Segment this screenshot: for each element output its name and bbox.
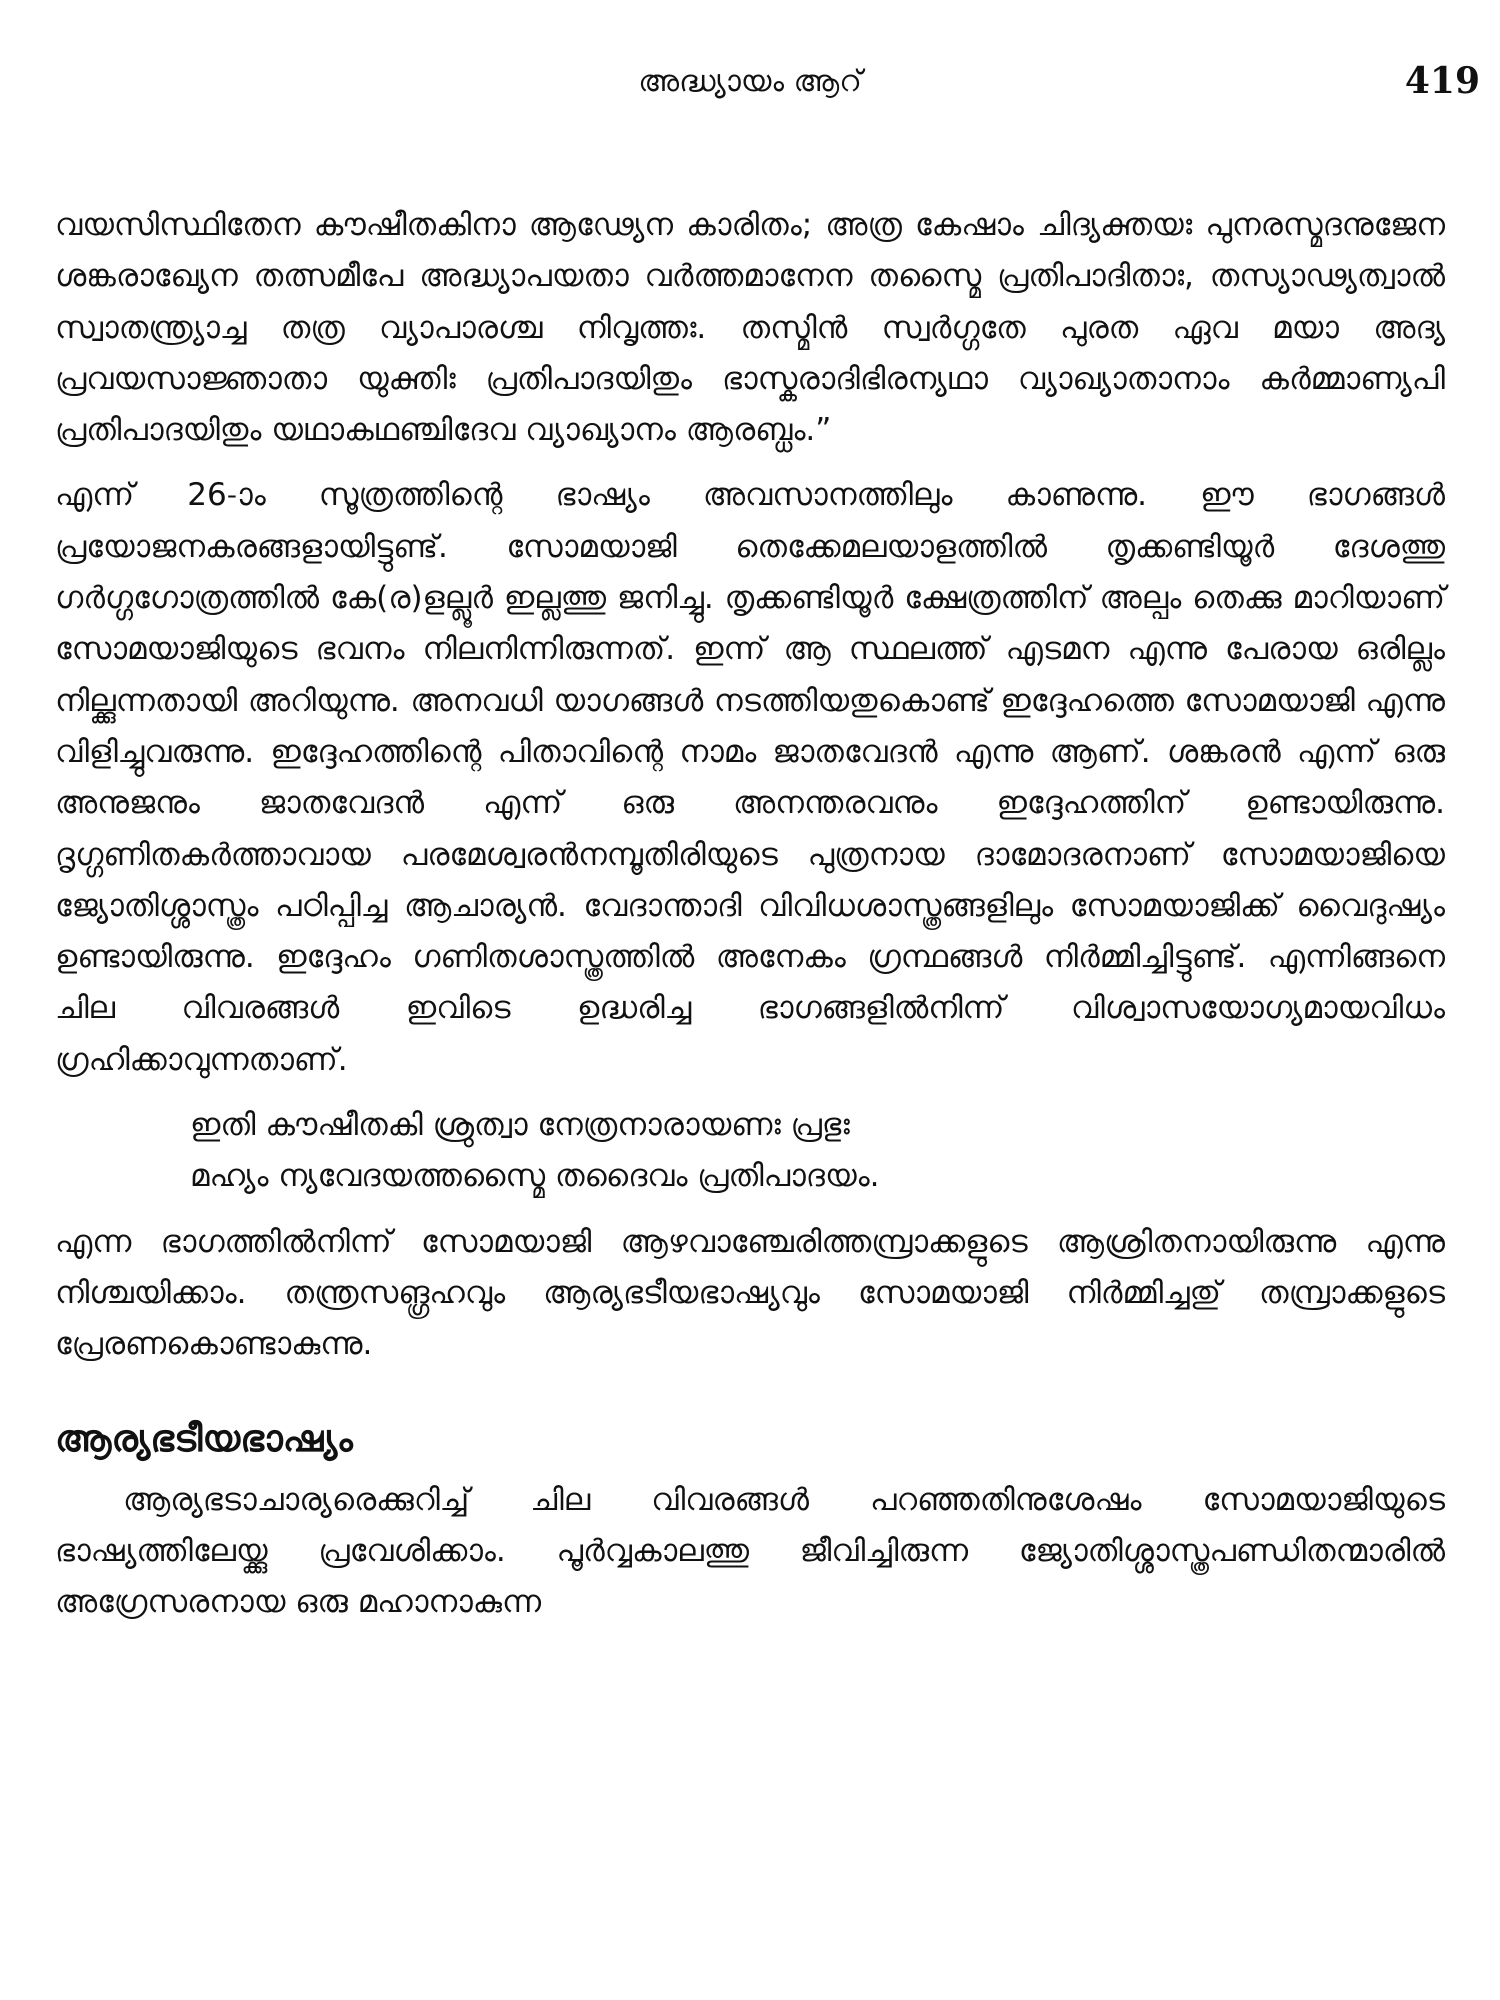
- page-content: [55, 200, 1445, 1628]
- sanskrit-verse: [55, 1100, 1445, 1203]
- after-verse-paragraph: എന്ന ഭാഗത്തിൽനിന്ന് സോമയാജി ആഴവാഞ്ചേരിത്തമ്പ്രാക്കളുടെ ആശ്രിതനായിരുന്നു എന്നു നിശ്ചയിക്കാം. തന്ത്രസങ്ഗ്രഹവും ആര്യഭടീയഭാഷ്യവും സോമയാജി നിർമ്മിച്ചതു് തമ്പ്രാക്കളുടെ പ്രേരണകൊണ്ടാകുന്നു.: [55, 1223, 1445, 1363]
- page-number: 419: [1404, 60, 1480, 102]
- chapter-title: അദ്ധ്യായം ആറ്: [638, 64, 862, 99]
- section-heading: ആര്യഭടീയഭാഷ്യം: [55, 1416, 353, 1460]
- section-paragraph: ആര്യഭടാചാര്യരെക്കുറിച്ച് ചില വിവരങ്ങൾ പറഞ്ഞതിനുശേഷം സോമയാജിയുടെ ഭാഷ്യത്തിലേയ്ക്കു പ്രവേശിക്കാം. പൂർവ്വകാലത്തു ജീവിച്ചിരുന്ന ജ്യോതിശ്ശാസ്ത്രപണ്ഡിതന്മാരിൽ അഗ്രേസരനായ ഒരു മഹാനാകുന്ന: [55, 1481, 1445, 1621]
- body-paragraph: എന്ന് 26-ാം സൂത്രത്തിന്റെ ഭാഷ്യം അവസാനത്തിലും കാണുന്നു. ഈ ഭാഗങ്ങൾ പ്രയോജനകരങ്ങളായിട്ടുണ്ട്. സോമയാജി തെക്കേമലയാളത്തിൽ തൃക്കണ്ടിയൂർ ദേശത്തു ഗർഗ്ഗഗോത്രത്തിൽ കേ(ര)ളല്ലൂർ ഇല്ലത്തു ജനിച്ചു. തൃക്കണ്ടിയൂർ ക്ഷേത്രത്തിന് അല്പം തെക്കു മാറിയാണ് സോമയാജിയുടെ ഭവനം നിലനിന്നിരുന്നത്. ഇന്ന് ആ സ്ഥലത്ത് എടമന എന്നു പേരായ ഒരില്ലം നില്ക്കുന്നതായി അറിയുന്നു. അനവധി യാഗങ്ങൾ നടത്തിയതുകൊണ്ട് ഇദ്ദേഹത്തെ സോമയാജി എന്നു വിളിച്ചുവരുന്നു. ഇദ്ദേഹത്തിന്റെ പിതാവിന്റെ നാമം ജാതവേദൻ എന്നു ആണ്. ശങ്കരൻ എന്ന് ഒരു അനുജനും ജാതവേദൻ എന്ന് ഒരു അനന്തരവനും ഇദ്ദേഹത്തിന് ഉണ്ടായിരുന്നു. ദൃഗ്ഗണിതകർത്താവായ പരമേശ്വരൻനമ്പൂതിരിയുടെ പുത്രനായ ദാമോദരനാണ് സോമയാജിയെ ജ്യോതിശ്ശാസ്ത്രം പഠിപ്പിച്ച ആചാര്യൻ. വേദാന്താദി വിവിധശാസ്ത്രങ്ങളിലും സോമയാജിക്ക് വൈദുഷ്യം ഉണ്ടായിരുന്നു. ഇദ്ദേഹം ഗണിതശാസ്ത്രത്തിൽ അനേകം ഗ്രന്ഥങ്ങൾ നിർമ്മിച്ചിട്ടുണ്ട്. എന്നിങ്ങനെ ചില വിവരങ്ങൾ ഇവിടെ ഉദ്ധരിച്ച ഭാഗങ്ങളിൽനിന്ന് വിശ്വാസയോഗ്യമായവിധം ഗ്രഹിക്കാവുന്നതാണ്.: [55, 477, 1445, 1078]
- verse-line: ഇതി കൗഷീതകി ശ്രുത്വാ നേത്രനാരായണഃ പ്രഭുഃ: [190, 1107, 850, 1144]
- verse-line: മഹ്യം ന്യവേദയത്തസ്മൈ തദൈവം പ്രതിപാദയം.: [190, 1158, 880, 1195]
- sanskrit-quote-paragraph: വയസിസ്ഥിതേന കൗഷീതകിനാ ആഢ്യേന കാരിതം; അത്ര കേഷാം ചിദ്യക്തയഃ പുനരസ്മദനുജേന ശങ്കരാഖ്യേന തത്സമീപേ അദ്ധ്യാപയതാ വർത്തമാനേന തസ്മൈ പ്രതിപാദിതാഃ, തസ്യാഢ്യത്വാൽ സ്വാതന്ത്ര്യാച്ച തത്ര വ്യാപാരശ്ച നിവൃത്തഃ. തസ്മിൻ സ്വർഗ്ഗതേ പുരത ഏവ മയാ അദ്യ പ്രവയസാജ്ഞാതാ യുക്തിഃ പ്രതിപാദയിതും ഭാസ്കരാദിഭിരന്യഥാ വ്യാഖ്യാതാനാം കർമ്മാണ്യപി പ്രതിപാദയിതും യഥാകഥഞ്ചിദേവ വ്യാഖ്യാനം ആരബ്ധം.”: [55, 207, 1445, 449]
- running-header: [0, 60, 1500, 110]
